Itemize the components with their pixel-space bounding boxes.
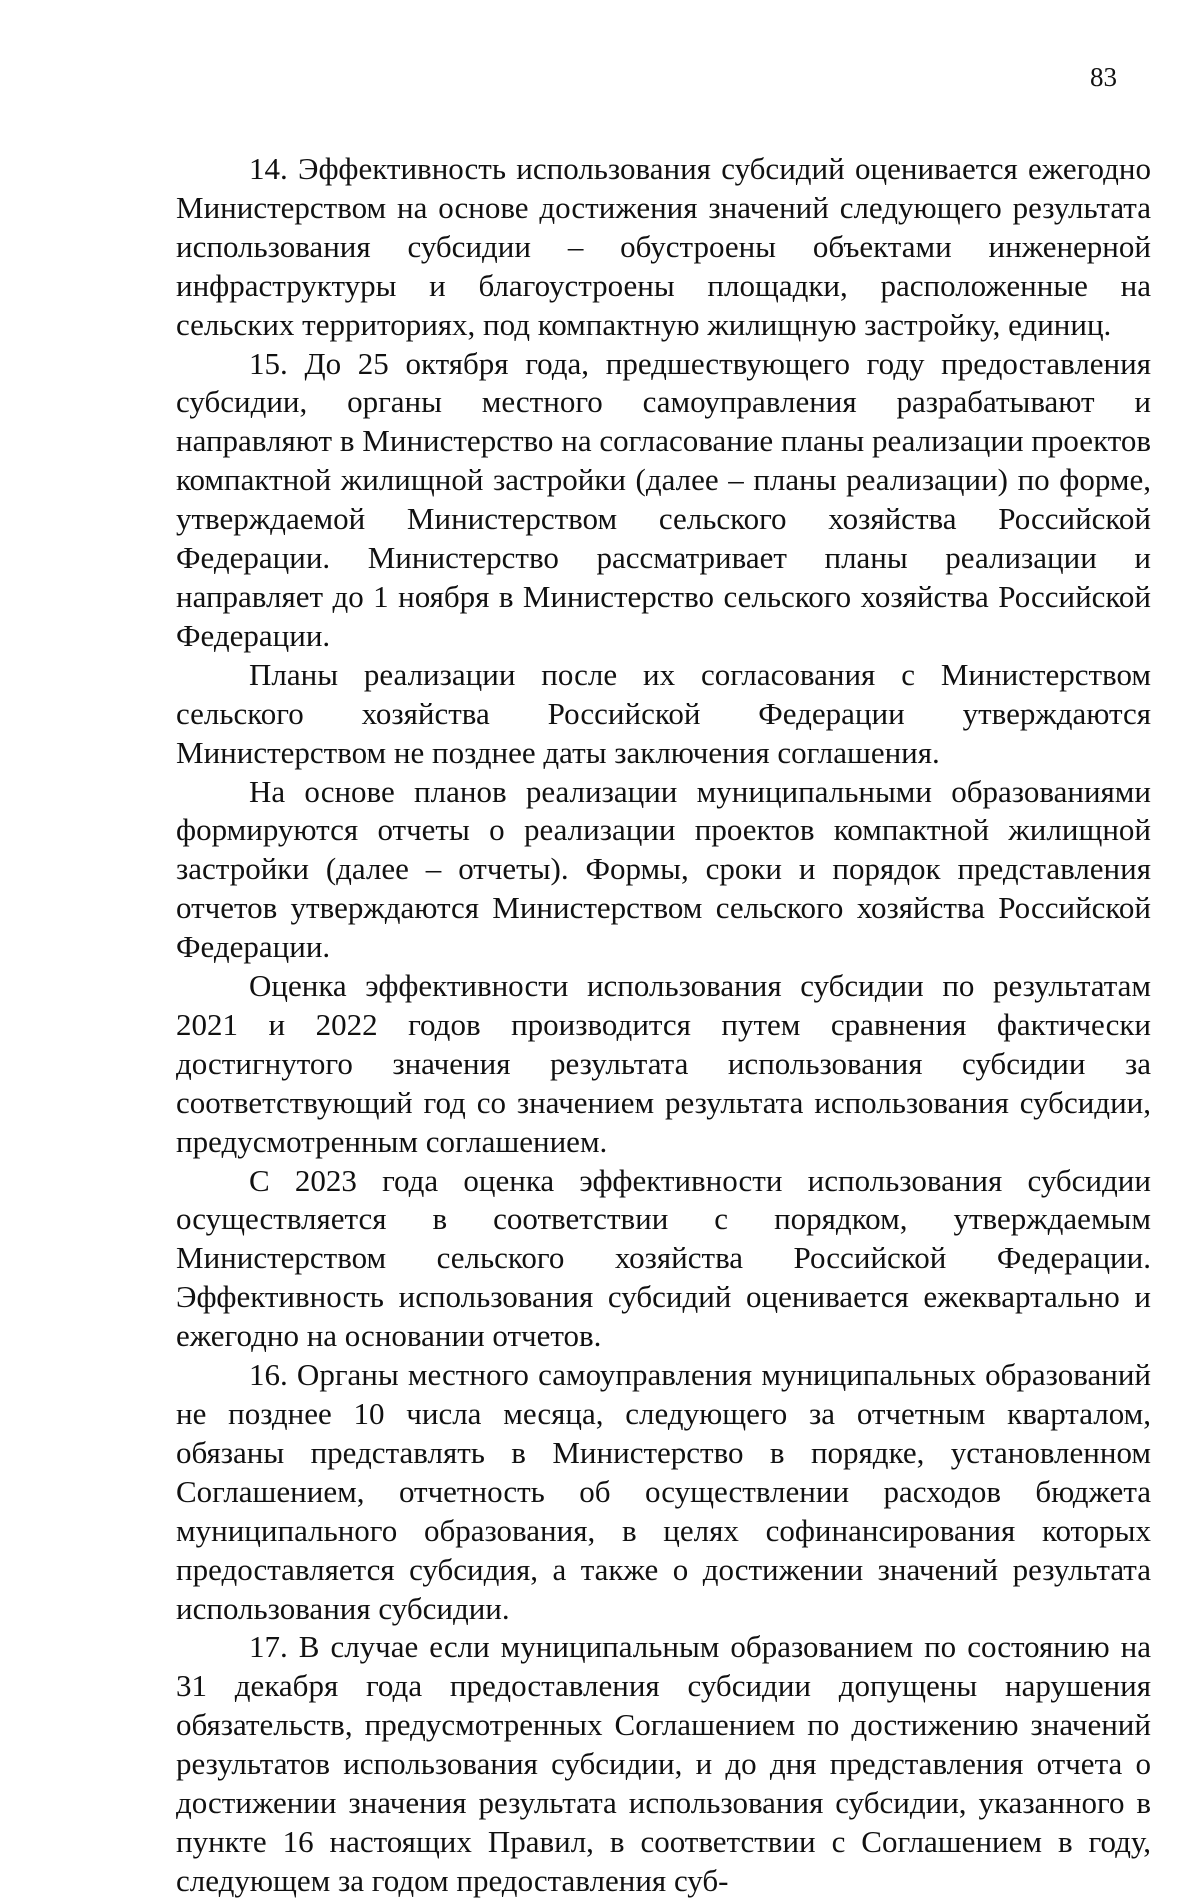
paragraph-plans-approval: Планы реализации после их согласования с Министерством сельского хозяйства Российской Федерации утверждаются Министерством не позднее даты заключения соглашения. [176,656,1151,770]
paragraph-17: 17. В случае если муниципальным образованием по состоянию на 31 декабря года предоставления субсидии допущены нарушения обязательств, предусмотренных Соглашением по достижению значений результатов использования субсидии, и до дня представления отчета о достижении значения результата использования субсидии, указанного в пункте 16 настоящих Правил, в соответствии с Соглашением в году, следующем за годом предоставления суб- [176,1629,1151,1898]
paragraph-reports: На основе планов реализации муниципальными образованиями формируются отчеты о реализации проектов компактной жилищной застройки (далее – отчеты). Формы, сроки и порядок представления отчетов утверждаются Министерством сельского хозяйства Российской Федерации. [176,773,1151,965]
paragraph-evaluation-2021-2022: Оценка эффективности использования субсидии по результатам 2021 и 2022 годов производится путем сравнения фактически достигнутого значения результата использования субсидии за соответствующий год со значением результата использования субсидии, предусмотренным соглашением. [176,968,1151,1159]
page-number: 83 [1090,62,1117,92]
paragraph-evaluation-2023: С 2023 года оценка эффективности использования субсидии осуществляется в соответствии с порядком, утверждаемым Министерством сельского хозяйства Российской Федерации. Эффективность использования субсидий оценивается ежеквартально и ежегодно на основании отчетов. [176,1162,1151,1354]
paragraph-14: 14. Эффективность использования субсидий оценивается ежегодно Министерством на основе достижения значений следующего результата использования субсидии – обустроены объектами инженерной инфраструктуры и благоустроены площадки, расположенные на сельских территориях, под компактную жилищную застройку, единиц. [176,151,1151,342]
paragraph-15: 15. До 25 октября года, предшествующего году предоставления субсидии, органы местного самоуправления разрабатывают и направляют в Министерство на согласование планы реализации проектов компактной жилищной застройки (далее – планы реализации) по форме, утверждаемой Министерством сельского хозяйства Российской Федерации. Министерство рассматривает планы реализации и направляет до 1 ноября в Министерство сельского хозяйства Российской Федерации. [176,345,1151,653]
paragraph-16: 16. Органы местного самоуправления муниципальных образований не позднее 10 числа месяца, следующего за отчетным кварталом, обязаны представлять в Министерство в порядке, установленном Соглашением, отчетность об осуществлении расходов бюджета муниципального образования, в целях софинансирования которых предоставляется субсидия, а также о достижении значений результата использования субсидии. [176,1357,1151,1626]
document-body [176,150,1151,1901]
